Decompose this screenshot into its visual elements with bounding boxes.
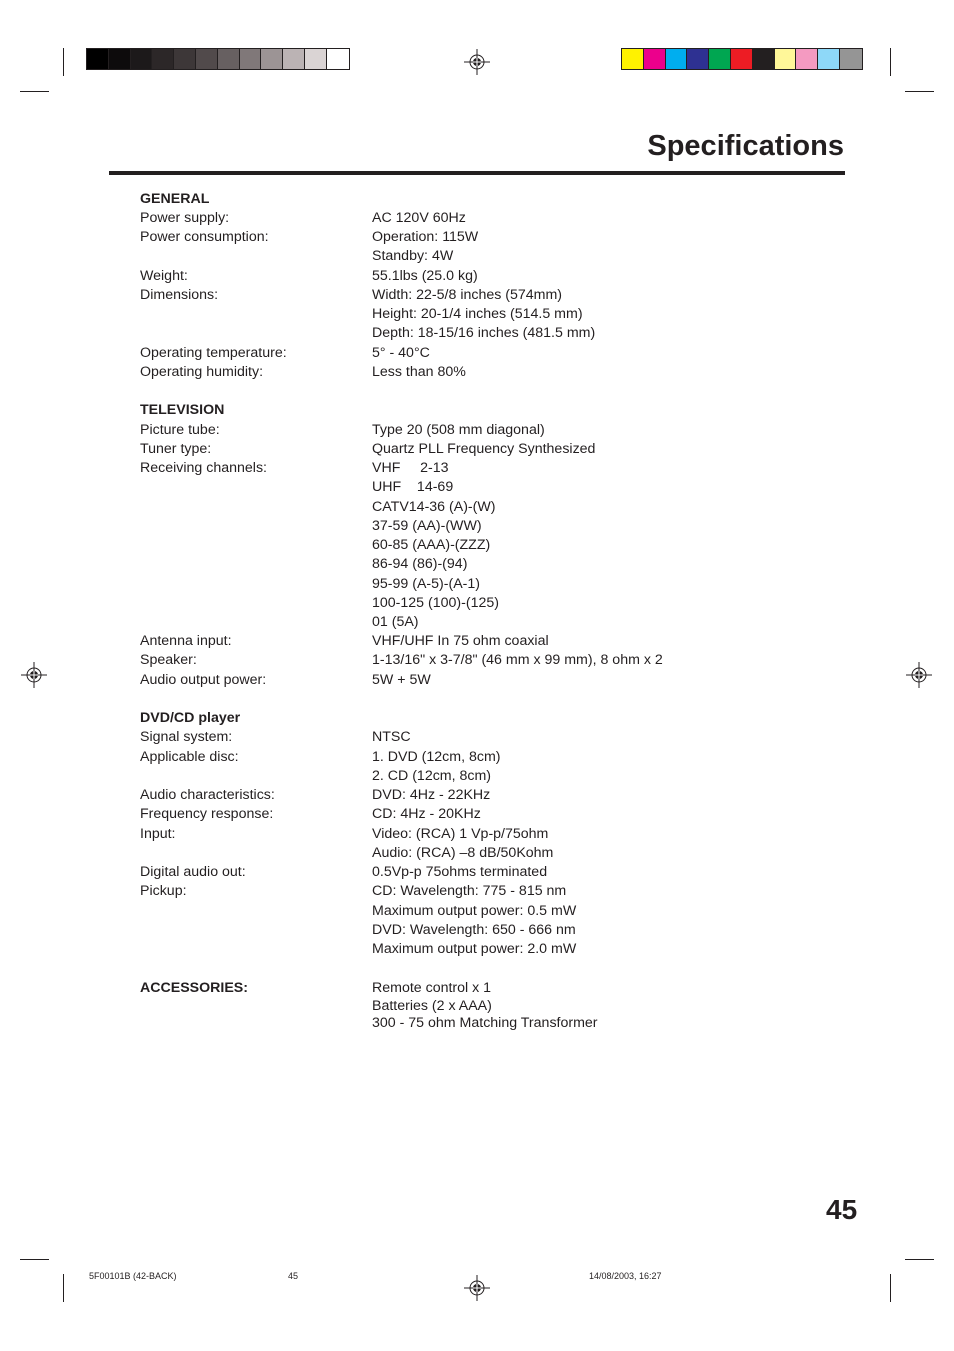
spec-value: Maximum output power: 0.5 mW: [372, 903, 577, 919]
color-swatch: [283, 49, 305, 69]
color-swatch: [240, 49, 262, 69]
spec-label: Weight:: [140, 268, 188, 284]
crop-mark: [905, 1259, 934, 1260]
color-swatch: [731, 49, 753, 69]
grayscale-calibration-bar: [86, 48, 350, 70]
section-heading-general: GENERAL: [140, 191, 210, 207]
spec-value: AC 120V 60Hz: [372, 210, 466, 226]
spec-value: 5W + 5W: [372, 672, 431, 688]
footer-timestamp: 14/08/2003, 16:27: [589, 1271, 662, 1281]
spec-value: UHF 14-69: [372, 479, 454, 495]
spec-value: Batteries (2 x AAA): [372, 998, 492, 1014]
color-swatch: [131, 49, 153, 69]
spec-value: Height: 20-1/4 inches (514.5 mm): [372, 306, 583, 322]
title-rule: [109, 171, 845, 175]
spec-value: 55.1lbs (25.0 kg): [372, 268, 478, 284]
spec-label: Audio output power:: [140, 672, 267, 688]
spec-value: Maximum output power: 2.0 mW: [372, 941, 577, 957]
spec-label: Power supply:: [140, 210, 230, 226]
spec-value: 37-59 (AA)-(WW): [372, 518, 482, 534]
spec-label: Picture tube:: [140, 422, 220, 438]
color-swatch: [218, 49, 240, 69]
spec-value: 1-13/16" x 3-7/8" (46 mm x 99 mm), 8 ohm x 2: [372, 652, 663, 668]
spec-value: 5° - 40°C: [372, 345, 430, 361]
crop-mark: [905, 91, 934, 92]
footer-page: 45: [288, 1271, 299, 1281]
registration-mark-icon: [21, 662, 47, 688]
spec-value: VHF 2-13: [372, 460, 449, 476]
spec-value: 60-85 (AAA)-(ZZZ): [372, 537, 491, 553]
spec-label: Receiving channels:: [140, 460, 267, 476]
crop-mark: [20, 1259, 49, 1260]
color-swatch: [174, 49, 196, 69]
color-calibration-bar: [621, 48, 863, 70]
crop-mark: [63, 48, 64, 76]
spec-value: Audio: (RCA) –8 dB/50Kohm: [372, 845, 554, 861]
spec-value: NTSC: [372, 729, 411, 745]
color-swatch: [796, 49, 818, 69]
spec-value: Less than 80%: [372, 364, 466, 380]
page-title: Specifications: [647, 130, 844, 162]
color-swatch: [305, 49, 327, 69]
spec-value: 0.5Vp-p 75ohms terminated: [372, 864, 548, 880]
spec-label: Applicable disc:: [140, 749, 239, 765]
spec-label: Dimensions:: [140, 287, 219, 303]
crop-mark: [890, 48, 891, 76]
spec-label: Antenna input:: [140, 633, 232, 649]
color-swatch: [818, 49, 840, 69]
color-swatch: [622, 49, 644, 69]
page-number: 45: [826, 1194, 858, 1225]
spec-label: Pickup:: [140, 883, 187, 899]
color-swatch: [666, 49, 688, 69]
spec-label: Frequency response:: [140, 806, 274, 822]
spec-label: Audio characteristics:: [140, 787, 275, 803]
spec-value: DVD: 4Hz - 22KHz: [372, 787, 491, 803]
color-swatch: [87, 49, 109, 69]
registration-mark-icon: [464, 1275, 490, 1301]
spec-value: Video: (RCA) 1 Vp-p/75ohm: [372, 826, 549, 842]
spec-value: Operation: 115W: [372, 229, 479, 245]
color-swatch: [753, 49, 775, 69]
spec-value: Standby: 4W: [372, 248, 454, 264]
spec-label: Operating temperature:: [140, 345, 287, 361]
spec-label: Signal system:: [140, 729, 233, 745]
registration-mark-icon: [464, 49, 490, 75]
spec-value: 01 (5A): [372, 614, 419, 630]
spec-value: Width: 22-5/8 inches (574mm): [372, 287, 563, 303]
color-swatch: [775, 49, 797, 69]
spec-value: 95-99 (A-5)-(A-1): [372, 576, 481, 592]
section-heading-accessories: ACCESSORIES:: [140, 980, 248, 996]
crop-mark: [20, 91, 49, 92]
crop-mark: [890, 1274, 891, 1302]
color-swatch: [109, 49, 131, 69]
spec-label: Power consumption:: [140, 229, 269, 245]
crop-mark: [63, 1274, 64, 1302]
spec-value: 1. DVD (12cm, 8cm): [372, 749, 501, 765]
spec-value: Remote control x 1: [372, 980, 492, 996]
spec-value: 2. CD (12cm, 8cm): [372, 768, 492, 784]
color-swatch: [687, 49, 709, 69]
spec-value: VHF/UHF In 75 ohm coaxial: [372, 633, 549, 649]
footer-file-code: 5F00101B (42-BACK): [89, 1271, 177, 1281]
color-swatch: [196, 49, 218, 69]
registration-mark-icon: [906, 662, 932, 688]
spec-label: Operating humidity:: [140, 364, 264, 380]
spec-label: Speaker:: [140, 652, 197, 668]
spec-value: Quartz PLL Frequency Synthesized: [372, 441, 596, 457]
spec-value: Depth: 18-15/16 inches (481.5 mm): [372, 325, 596, 341]
spec-value: DVD: Wavelength: 650 - 666 nm: [372, 922, 576, 938]
spec-value: CATV14-36 (A)-(W): [372, 499, 496, 515]
color-swatch: [152, 49, 174, 69]
section-heading-dvd: DVD/CD player: [140, 710, 241, 726]
spec-value: Type 20 (508 mm diagonal): [372, 422, 545, 438]
spec-value: 300 - 75 ohm Matching Transformer: [372, 1015, 598, 1031]
spec-label: Tuner type:: [140, 441, 212, 457]
spec-label: Input:: [140, 826, 176, 842]
spec-value: 100-125 (100)-(125): [372, 595, 499, 611]
color-swatch: [261, 49, 283, 69]
color-swatch: [327, 49, 349, 69]
color-swatch: [840, 49, 862, 69]
spec-value: 86-94 (86)-(94): [372, 556, 468, 572]
section-heading-television: TELEVISION: [140, 402, 225, 418]
spec-value: CD: 4Hz - 20KHz: [372, 806, 481, 822]
spec-label: Digital audio out:: [140, 864, 246, 880]
color-swatch: [709, 49, 731, 69]
color-swatch: [644, 49, 666, 69]
spec-value: CD: Wavelength: 775 - 815 nm: [372, 883, 567, 899]
